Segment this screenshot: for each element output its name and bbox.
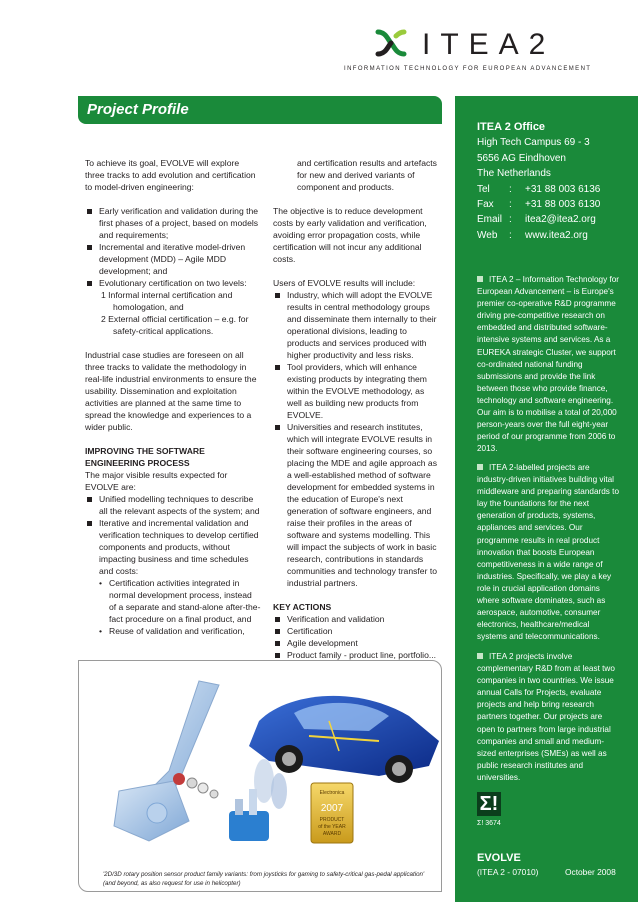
project-reference: (ITEA 2 - 07010) <box>477 867 539 877</box>
email-link[interactable]: itea2@itea2.org <box>525 214 596 226</box>
itea2-logo-mark-icon <box>374 26 408 60</box>
list-item: Universities and research institutes, which will integrate EVOLVE results in their software engineering courses, so placing the MDE and agile approach as a well-established method of software development for embedded systems in the education of Europe's next generation of software engineers, and raise their profiles in the areas of software and systems modelling. This will impact the subjects of work in basic research, contributions in standards communities and technology transfer to industrial partners. <box>273 421 441 589</box>
results-intro: The major visible results expected for EVOLVE are: <box>85 470 228 492</box>
list-item: Early verification and validation during the first phases of a project, based on models and requirements; <box>85 205 261 241</box>
contact-value: +31 88 003 6130 <box>525 199 601 211</box>
award-line: 2007 <box>320 803 344 814</box>
sidebar-paragraph: ITEA 2 projects involve complementary R&D from at least two companies in two countries. We issue annual Calls for Projects, evaluate projects and help bring research partners together. Our projects are open to partners from large industrial companies and small and medium-sized enterprises (SMEs) as well as public research institutes and universities. <box>477 652 615 782</box>
list-item: Certification <box>273 625 441 637</box>
contact-label: Email <box>477 214 503 226</box>
contact-row-email: Email : itea2@itea2.org <box>477 212 637 227</box>
list-item: Incremental and iterative model-driven development (MDD) – Agile MDD development; and <box>85 241 261 277</box>
users-intro: Users of EVOLVE results will include: <box>273 278 416 288</box>
page-title: Project Profile <box>87 101 189 118</box>
users-list <box>273 289 441 589</box>
award-line: Electronica <box>319 790 345 796</box>
product-illustration <box>79 661 441 866</box>
list-item: Verification and validation <box>273 613 441 625</box>
gas-pedal-icon <box>114 681 219 841</box>
sub-list-item: 2 External official certification – e.g. for safety-critical applications. <box>101 314 249 336</box>
sidebar-paragraph: ITEA 2-labelled projects are industry-driven initiatives building vital middleware and preparing standards to lay the foundations for the next generation of products, systems, appliances and services. Our programme results in real product innovation that boosts European competitiveness in a wide range of industries. Specifically, we play a key role in crucial application domains where software dominates, such as aerospace, automotive, consumer electronics, healthcare/medical systems and telecommunications. <box>477 463 620 642</box>
contact-label: Tel <box>477 183 490 195</box>
joystick-sensor-icon <box>229 759 287 841</box>
sensor-parts-icon <box>173 773 218 798</box>
objective-paragraph: The objective is to reduce development costs by early validation and verification, avoiding error propagation costs, while certification will not incur any additional costs. <box>273 206 427 264</box>
text-column-2 <box>273 157 441 661</box>
address-line: 5656 AG Eindhoven <box>477 152 566 164</box>
publication-date: October 2008 <box>565 867 616 877</box>
section-heading: IMPROVING THE SOFTWARE ENGINEERING PROCESS <box>85 446 205 468</box>
list-item: Unified modelling techniques to describe all the relevant aspects of the system; and <box>85 493 261 517</box>
continuation-paragraph: and certification results and artefacts for new and derived variants of component and products. <box>297 158 437 192</box>
intro-paragraph: To achieve its goal, EVOLVE will explore three tracks to add evolution and certification to model-driven engineering: <box>85 158 256 192</box>
project-profile-banner <box>78 96 442 124</box>
car-icon <box>249 696 439 783</box>
contact-row-fax: Fax : +31 88 003 6130 <box>477 197 637 212</box>
eureka-sigma-icon: Σ! <box>477 792 501 816</box>
product-image-panel <box>78 660 442 892</box>
contact-row-tel: Tel : +31 88 003 6136 <box>477 182 637 197</box>
case-studies-paragraph: Industrial case studies are foreseen on all three tracks to validate the methodology in real-life industrial environments to ensure the usability. Dissemination and exploitation activities are planned at the same time to spread the knowledge and experiences to a wider public. <box>85 350 257 432</box>
address-line: High Tech Campus 69 - 3 <box>477 137 590 149</box>
award-line: of the YEAR <box>318 824 346 830</box>
contact-row-web: Web : www.itea2.org <box>477 228 637 243</box>
logo-wordmark: ITEA2 <box>422 28 556 61</box>
text-column-1 <box>85 157 261 637</box>
itea2-logo <box>366 24 566 84</box>
list-item: Evolutionary certification on two levels: <box>85 277 261 289</box>
tracks-list <box>85 205 261 337</box>
sub-list-item: • Reuse of validation and verification, <box>85 625 261 637</box>
sub-list-item: • Certification activities integrated in normal development process, instead of a separate and stand-alone after-the-fact procedure on a final product, and <box>85 577 261 625</box>
project-name: EVOLVE <box>477 852 521 864</box>
contact-value: +31 88 003 6136 <box>525 183 601 195</box>
address-line: The Netherlands <box>477 168 551 180</box>
contact-label: Web <box>477 229 498 241</box>
award-line: PRODUCT <box>319 817 345 823</box>
list-item: Iterative and incremental validation and verification techniques to develop certified components and products, without impacting business and time schedules and costs: <box>85 517 261 577</box>
list-item: Tool providers, which will enhance existing products by integrating them within the EVOLVE methodology, as well as building new products from EVOLVE. <box>273 361 441 421</box>
eureka-code: Σ! 3674 <box>477 820 501 827</box>
sidebar <box>455 96 638 902</box>
award-icon <box>311 783 353 843</box>
list-item: Product family - product line, portfolio... <box>273 649 441 661</box>
image-caption: '2D/3D rotary position sensor product family variants: from joysticks for gaming to safety-critical gas-pedal application' (and beyond, as also request for use in helicopter) <box>103 871 425 887</box>
list-item: Agile development <box>273 637 441 649</box>
bullet-square-icon <box>477 653 483 659</box>
bullet-square-icon <box>477 276 483 282</box>
award-line: AWARD <box>322 831 342 837</box>
sidebar-paragraph: ITEA 2 – Information Technology for European Advancement – is Europe's premier co-operative R&D programme driving pre-competitive research on embedded and distributed software-intensive systems and services. As a EUREKA strategic Cluster, we support co-ordinated national funding submissions and provide the link between those who provide finance, technology and software engineering. Our aim is to mobilise a total of 20,000 person-years over the full eight-year period of our programme from 2006 to 2013. <box>477 275 620 454</box>
sub-list-item: 1 Informal internal certification and homologation, and <box>101 290 233 312</box>
list-item: Industry, which will adopt the EVOLVE results in central methodology groups and disseminate them internally to their operational divisions, leading to products and services produced with higher productivity and less risks. <box>273 289 441 361</box>
bullet-square-icon <box>477 464 483 470</box>
key-actions-heading: KEY ACTIONS <box>273 602 332 612</box>
office-contact-block <box>477 120 637 243</box>
contact-label: Fax <box>477 199 494 211</box>
web-link[interactable]: www.itea2.org <box>525 229 588 241</box>
office-title: ITEA 2 Office <box>477 121 546 133</box>
logo-tagline: INFORMATION TECHNOLOGY FOR EUROPEAN ADVANCEMENT <box>344 66 592 72</box>
